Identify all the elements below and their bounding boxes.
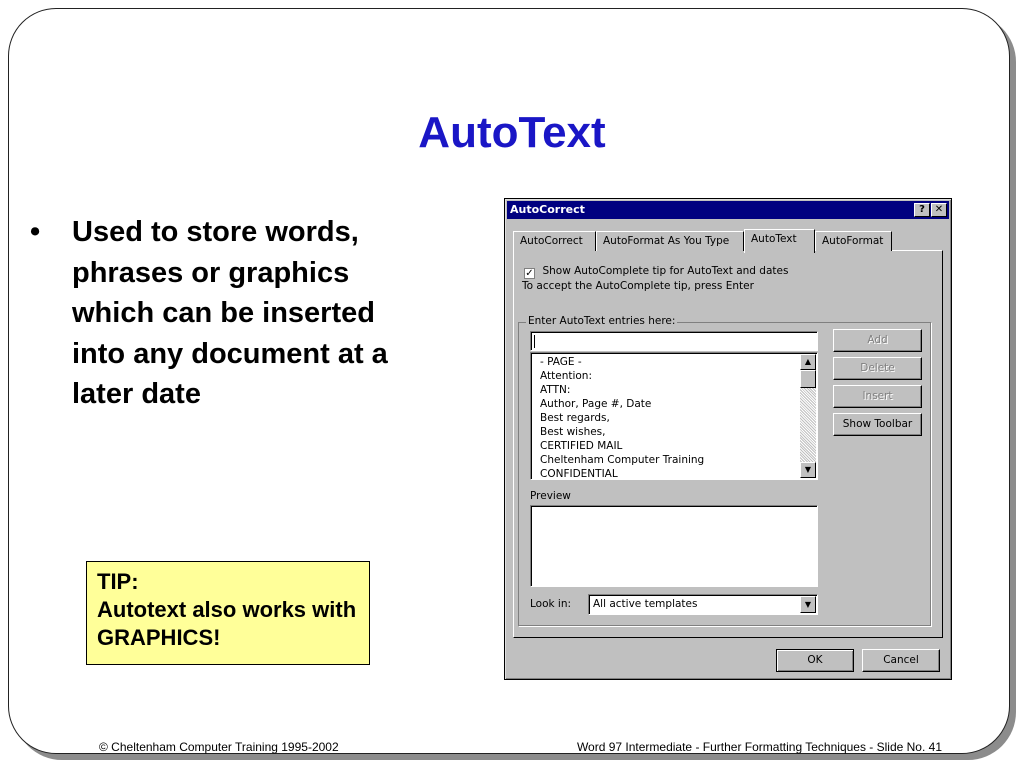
slide-title: AutoText xyxy=(418,108,606,157)
help-button[interactable]: ? xyxy=(914,203,930,217)
autotext-list[interactable] xyxy=(530,352,818,480)
tip-box xyxy=(86,561,370,665)
preview-pane xyxy=(530,505,818,587)
autocomplete-checkbox-row[interactable] xyxy=(524,261,788,279)
delete-button[interactable]: Delete xyxy=(833,357,922,380)
list-item[interactable]: Author, Page #, Date xyxy=(540,398,652,410)
dialog-titlebar[interactable] xyxy=(507,201,949,219)
text-cursor xyxy=(534,335,535,348)
list-item[interactable]: Attention: xyxy=(540,370,592,382)
insert-button[interactable]: Insert xyxy=(833,385,922,408)
tab-autocorrect[interactable]: AutoCorrect xyxy=(513,231,596,251)
list-item[interactable]: CONFIDENTIAL xyxy=(540,468,618,480)
tip-heading: TIP: xyxy=(97,569,139,594)
scroll-down-icon[interactable]: ▼ xyxy=(800,462,816,478)
scroll-up-icon[interactable]: ▲ xyxy=(800,354,816,370)
list-item[interactable]: Best wishes, xyxy=(540,426,606,438)
list-item[interactable]: Best regards, xyxy=(540,412,610,424)
ok-button[interactable]: OK xyxy=(776,649,854,672)
dialog-title: AutoCorrect xyxy=(510,203,585,216)
close-button[interactable]: ✕ xyxy=(931,203,947,217)
look-in-label: Look in: xyxy=(530,598,572,610)
list-item[interactable]: CERTIFIED MAIL xyxy=(540,440,623,452)
list-item[interactable]: - PAGE - xyxy=(540,356,582,368)
cancel-button[interactable]: Cancel xyxy=(862,649,940,672)
show-toolbar-button[interactable]: Show Toolbar xyxy=(833,413,922,436)
footer-slide-info: Word 97 Intermediate - Further Formatting Techniques - Slide No. 41 xyxy=(576,740,942,754)
look-in-value: All active templates xyxy=(593,598,698,610)
autocomplete-hint: To accept the AutoComplete tip, press Enter xyxy=(522,280,754,292)
autocomplete-checkbox[interactable]: ✓ xyxy=(525,268,534,279)
autocomplete-checkbox-label: Show AutoComplete tip for AutoText and dates xyxy=(542,265,789,277)
chevron-down-icon[interactable]: ▼ xyxy=(800,596,816,613)
bullet-text: Used to store words, phrases or graphics which can be inserted into any document at a later date xyxy=(72,216,388,410)
add-button[interactable]: Add xyxy=(833,329,922,352)
preview-label: Preview xyxy=(530,490,571,502)
look-in-select[interactable] xyxy=(588,594,818,615)
tab-autoformat[interactable]: AutoFormat xyxy=(815,231,892,251)
tab-autoformat-as-you-type[interactable]: AutoFormat As You Type xyxy=(596,231,744,251)
autotext-entry-input[interactable] xyxy=(530,331,818,351)
list-item[interactable]: Cheltenham Computer Training xyxy=(540,454,705,466)
tab-autotext[interactable]: AutoText xyxy=(744,229,815,253)
footer-copyright: © Cheltenham Computer Training 1995-2002 xyxy=(99,740,339,754)
tip-text: Autotext also works with GRAPHICS! xyxy=(97,597,357,650)
bullet-dot: • xyxy=(30,216,41,248)
list-scrollbar[interactable] xyxy=(800,354,816,478)
autotext-group-label: Enter AutoText entries here: xyxy=(528,315,676,327)
scroll-thumb[interactable] xyxy=(800,370,816,388)
list-item[interactable]: ATTN: xyxy=(540,384,571,396)
